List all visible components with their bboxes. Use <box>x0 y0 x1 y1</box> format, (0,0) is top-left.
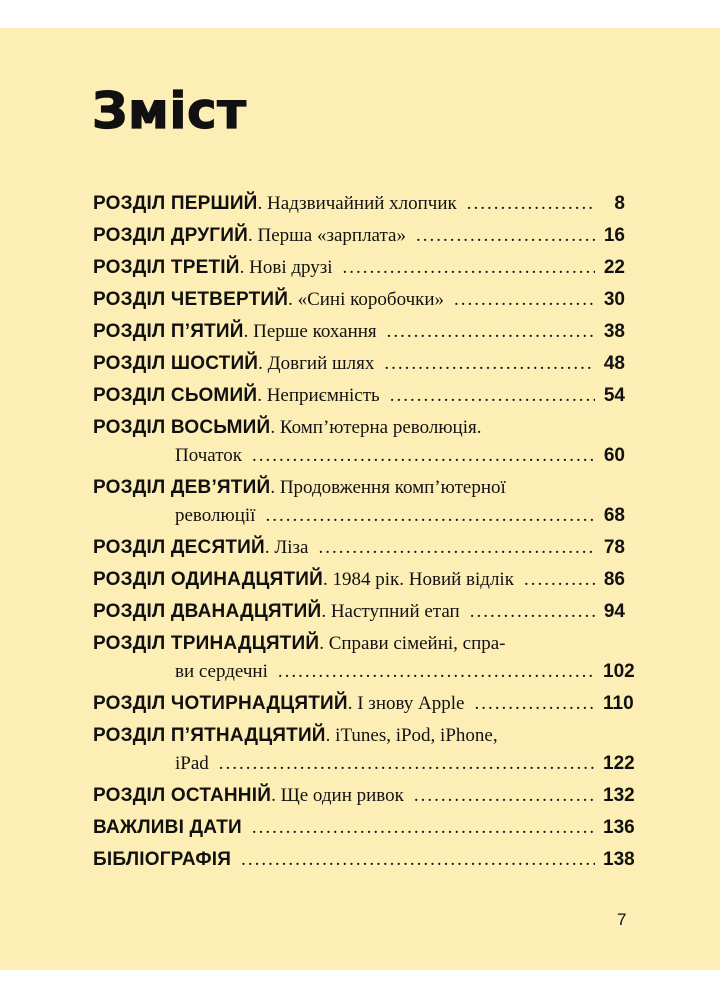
toc-separator: . <box>248 225 258 246</box>
toc-entry-line <box>93 748 635 780</box>
toc-entry[interactable] <box>93 596 625 628</box>
toc-entry[interactable] <box>93 380 625 412</box>
toc-chapter-label: РОЗДІЛ ТРЕТІЙ <box>93 257 240 278</box>
toc-separator: . <box>319 633 329 654</box>
toc-chapter-label: РОЗДІЛ ДВАНАДЦЯТИЙ <box>93 601 322 622</box>
toc-leader-dots <box>524 564 595 596</box>
toc-chapter-title: І знову Apple <box>357 693 465 714</box>
toc-chapter-label: РОЗДІЛ ПЕРШИЙ <box>93 193 258 214</box>
toc-chapter-title: Перше кохання <box>253 321 377 342</box>
toc-page-number: 110 <box>603 693 634 714</box>
toc-entry-line <box>93 720 625 748</box>
toc-entry-line <box>93 688 634 720</box>
toc-chapter-label: РОЗДІЛ ДРУГИЙ <box>93 225 248 246</box>
toc-leader-dots <box>454 284 595 316</box>
toc-leader-dots <box>414 780 595 812</box>
toc-separator: . <box>325 725 336 746</box>
toc-entry[interactable] <box>93 472 625 532</box>
toc-entry-line <box>93 284 625 316</box>
toc-entry-line <box>93 780 635 812</box>
toc-chapter-title: Наступний етап <box>330 601 460 622</box>
toc-separator: . <box>347 693 358 714</box>
toc-leader-dots <box>467 188 595 220</box>
toc-leader-dots <box>390 380 595 412</box>
toc-chapter-title: Нові друзі <box>249 257 333 278</box>
toc-chapter-title-continued: iPad <box>175 753 209 774</box>
toc-chapter-label: РОЗДІЛ ТРИНАДЦЯТИЙ <box>93 633 320 654</box>
toc-entry-line <box>93 348 625 380</box>
toc-separator: . <box>288 289 298 310</box>
toc-entry-line <box>93 656 635 688</box>
toc-entry-line <box>93 412 625 440</box>
toc-separator: . <box>323 569 333 590</box>
toc-chapter-title: 1984 рік. Новий відлік <box>332 569 514 590</box>
toc-chapter-label: РОЗДІЛ ЧЕТВЕРТИЙ <box>93 289 289 310</box>
toc-separator: . <box>264 537 275 558</box>
toc-leader-dots <box>278 656 595 688</box>
toc-chapter-label: РОЗДІЛ ЧОТИРНАДЦЯТИЙ <box>93 693 348 714</box>
toc-chapter-label: РОЗДІЛ ОДИНАДЦЯТИЙ <box>93 569 323 590</box>
toc-leader-dots <box>416 220 595 252</box>
toc-leader-dots <box>265 500 595 532</box>
toc-entry[interactable] <box>93 780 635 812</box>
toc-leader-dots <box>252 812 595 844</box>
toc-chapter-title: Ліза <box>274 537 309 558</box>
toc-chapter-title: iTunes, iPod, iPhone, <box>335 725 498 746</box>
toc-page-number: 68 <box>603 505 625 526</box>
toc-page-number: 86 <box>603 569 625 590</box>
toc-entry-line <box>93 188 625 220</box>
toc-leader-dots <box>387 316 595 348</box>
toc-separator: . <box>270 477 280 498</box>
toc-entry-line <box>93 628 625 656</box>
toc-entry[interactable] <box>93 252 625 284</box>
toc-page-number: 60 <box>603 445 625 466</box>
toc-chapter-label: БІБЛІОГРАФІЯ <box>93 849 232 870</box>
toc-chapter-title-continued: революції <box>175 505 256 526</box>
toc-entry[interactable] <box>93 316 625 348</box>
table-of-contents <box>93 188 635 876</box>
toc-entry-line <box>93 440 625 472</box>
toc-entry[interactable] <box>93 564 625 596</box>
toc-chapter-title: Справи сімейні, спра- <box>328 633 506 654</box>
toc-page-number: 102 <box>603 661 635 682</box>
page-number: 7 <box>617 910 627 929</box>
toc-entry[interactable] <box>93 188 625 220</box>
toc-leader-dots <box>343 252 595 284</box>
toc-chapter-label: РОЗДІЛ П’ЯТИЙ <box>93 321 244 342</box>
toc-page-number: 48 <box>603 353 625 374</box>
toc-page-number: 16 <box>603 225 625 246</box>
toc-separator: . <box>257 385 267 406</box>
toc-chapter-label: РОЗДІЛ ШОСТИЙ <box>93 353 259 374</box>
toc-leader-dots <box>241 844 595 876</box>
toc-entry-line <box>93 500 625 532</box>
toc-chapter-title: Продовження комп’ютерної <box>279 477 506 498</box>
toc-leader-dots <box>252 440 595 472</box>
toc-page-number: 132 <box>603 785 635 806</box>
toc-chapter-label: РОЗДІЛ ОСТАННІЙ <box>93 785 272 806</box>
toc-entry-line <box>93 220 625 252</box>
toc-page-number: 30 <box>603 289 625 310</box>
toc-page-number: 122 <box>603 753 635 774</box>
toc-entry[interactable] <box>93 220 625 252</box>
toc-leader-dots <box>475 688 596 720</box>
toc-entry-line <box>93 472 625 500</box>
toc-separator: . <box>321 601 331 622</box>
page-title: Зміст <box>92 82 247 140</box>
toc-chapter-title: Неприємність <box>266 385 380 406</box>
toc-separator: . <box>257 193 268 214</box>
toc-chapter-title: «Сині коробочки» <box>297 289 445 310</box>
toc-entry[interactable] <box>93 688 634 720</box>
toc-entry-line <box>93 812 635 844</box>
toc-entry[interactable] <box>93 348 625 380</box>
toc-chapter-title: Комп’ютерна революція. <box>279 417 482 438</box>
toc-chapter-title-continued: ви сердечні <box>175 661 268 682</box>
toc-entry[interactable] <box>93 412 625 472</box>
toc-leader-dots <box>318 532 595 564</box>
toc-leader-dots <box>219 748 595 780</box>
toc-page-number: 136 <box>603 817 635 838</box>
toc-entry[interactable] <box>93 284 625 316</box>
toc-page-number: 22 <box>603 257 625 278</box>
toc-entry[interactable] <box>93 844 635 876</box>
toc-page-number: 8 <box>614 193 625 214</box>
toc-chapter-title: Довгий шлях <box>267 353 375 374</box>
toc-entry-line <box>93 252 625 284</box>
toc-separator: . <box>258 353 268 374</box>
toc-page-number: 54 <box>603 385 625 406</box>
toc-separator: . <box>270 417 280 438</box>
toc-entry-line <box>93 564 625 596</box>
toc-entry[interactable] <box>93 628 635 688</box>
toc-chapter-title: Ще один ривок <box>280 785 404 806</box>
toc-entry-line <box>93 316 625 348</box>
toc-separator: . <box>239 257 250 278</box>
toc-entry[interactable] <box>93 812 635 844</box>
toc-page-number: 94 <box>603 601 625 622</box>
toc-entry-line <box>93 380 625 412</box>
toc-chapter-label: РОЗДІЛ СЬОМИЙ <box>93 385 258 406</box>
toc-leader-dots <box>470 596 595 628</box>
toc-page-number: 78 <box>603 537 625 558</box>
toc-chapter-label: ВАЖЛИВІ ДАТИ <box>93 817 242 838</box>
toc-chapter-label: РОЗДІЛ ВОСЬМИЙ <box>93 417 271 438</box>
toc-page-number: 38 <box>603 321 625 342</box>
toc-entry-line <box>93 532 625 564</box>
toc-chapter-title-continued: Початок <box>175 445 243 466</box>
toc-chapter-label: РОЗДІЛ П’ЯТНАДЦЯТИЙ <box>93 725 326 746</box>
toc-page-number: 138 <box>603 849 635 870</box>
toc-entry-line <box>93 596 625 628</box>
toc-chapter-title: Перша «зарплата» <box>257 225 406 246</box>
toc-separator: . <box>271 785 281 806</box>
toc-chapter-label: РОЗДІЛ ДЕВ’ЯТИЙ <box>93 477 271 498</box>
toc-entry[interactable] <box>93 532 625 564</box>
toc-chapter-title: Надзвичайний хлопчик <box>267 193 457 214</box>
toc-separator: . <box>243 321 254 342</box>
toc-chapter-label: РОЗДІЛ ДЕСЯТИЙ <box>93 537 265 558</box>
toc-entry-line <box>93 844 635 876</box>
toc-entry[interactable] <box>93 720 635 780</box>
book-page <box>0 28 720 970</box>
toc-leader-dots <box>384 348 595 380</box>
